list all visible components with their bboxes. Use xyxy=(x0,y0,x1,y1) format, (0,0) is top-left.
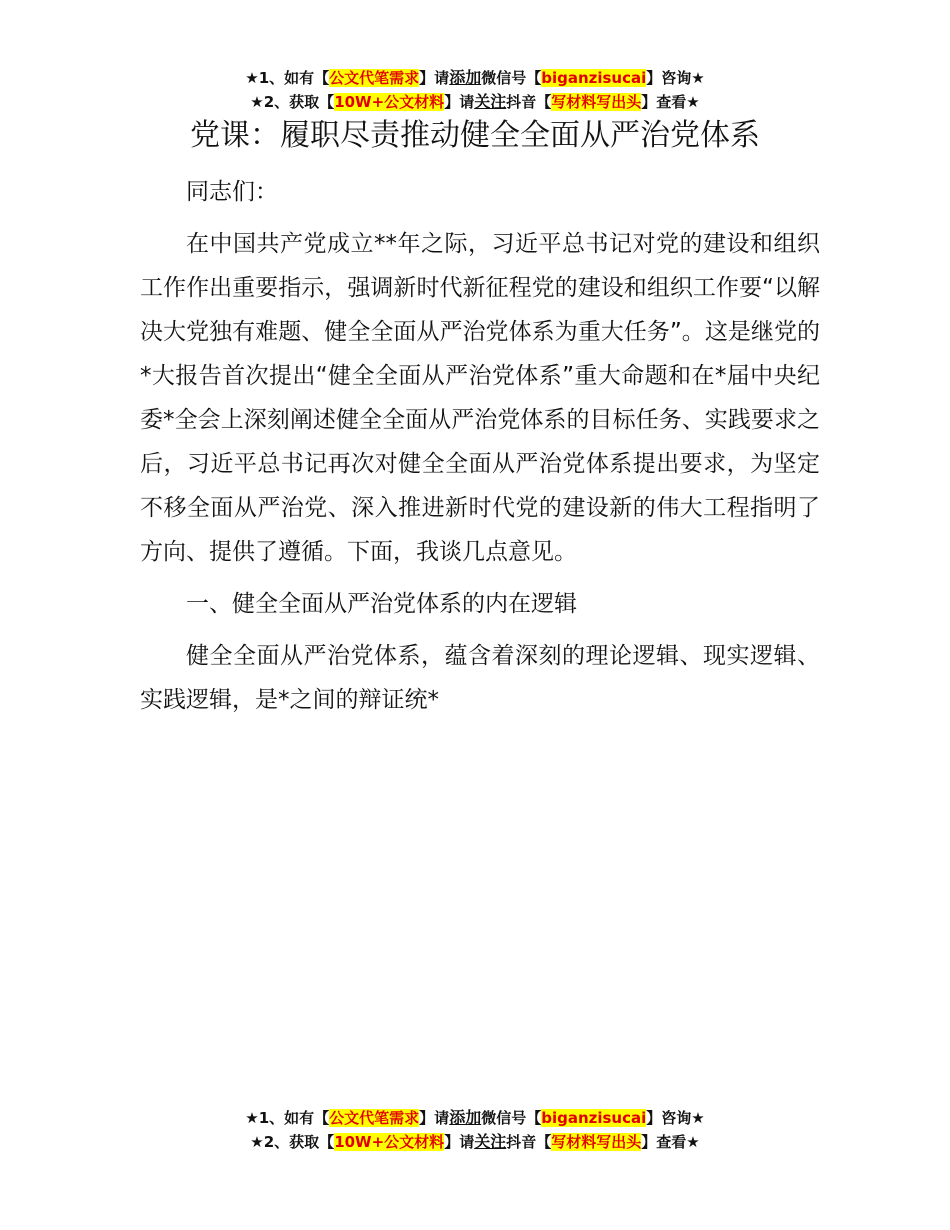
header-banner xyxy=(0,66,950,114)
banner-text: ★1、如有【 xyxy=(245,69,330,87)
banner-text: ★1、如有【 xyxy=(245,1109,330,1127)
banner-highlight: 10W+公文材料 xyxy=(334,1133,445,1151)
banner-emphasis: 添加 xyxy=(449,68,482,87)
banner-emphasis: 关注 xyxy=(474,92,507,111)
banner-line-1 xyxy=(0,1106,950,1130)
banner-emphasis: 添加 xyxy=(449,1108,482,1127)
banner-text: 】咨询★ xyxy=(646,69,705,87)
banner-text: 抖音【 xyxy=(506,1133,552,1151)
banner-text: 】请 xyxy=(419,69,450,87)
banner-text: 】请 xyxy=(444,1133,475,1151)
banner-douyin-id: 写材料写出头 xyxy=(551,1133,642,1151)
banner-text: 】请 xyxy=(419,1109,450,1127)
banner-highlight: 公文代笔需求 xyxy=(329,1109,420,1127)
banner-line-1 xyxy=(0,66,950,90)
banner-text: 微信号【 xyxy=(481,1109,542,1127)
banner-text: ★2、获取【 xyxy=(250,1133,335,1151)
banner-text: 】查看★ xyxy=(641,1133,700,1151)
document-title: 党课：履职尽责推动健全全面从严治党体系 xyxy=(190,118,760,153)
banner-highlight: 公文代笔需求 xyxy=(329,69,420,87)
banner-line-2 xyxy=(0,90,950,114)
banner-text: 微信号【 xyxy=(481,69,542,87)
banner-wechat-id: biganzisucai xyxy=(541,69,647,87)
banner-text: ★2、获取【 xyxy=(250,93,335,111)
banner-highlight: 10W+公文材料 xyxy=(334,93,445,111)
banner-text: 】请 xyxy=(444,93,475,111)
paragraph: 在中国共产党成立**年之际，习近平总书记对党的建设和组织工作作出重要指示，强调新时代新征程党的建设和组织工作要“以解决大党独有难题、健全全面从严治党体系为重大任务”。这是继党的*大报告首次提出“健全全面从严治党体系”重大命题和在*届中央纪委*全会上深刻阐述健全全面从严治党体系的目标任务、实践要求之后，习近平总书记再次对健全全面从严治党体系提出要求，为坚定不移全面从严治党、深入推进新时代党的建设新的伟大工程指明了方向、提供了遵循。下面，我谈几点意见。 xyxy=(140,231,820,565)
banner-line-2 xyxy=(0,1130,950,1154)
banner-douyin-id: 写材料写出头 xyxy=(551,93,642,111)
paragraph: 健全全面从严治党体系，蕴含着深刻的理论逻辑、现实逻辑、实践逻辑，是*之间的辩证统* xyxy=(140,643,820,713)
banner-wechat-id: biganzisucai xyxy=(541,1109,647,1127)
banner-text: 抖音【 xyxy=(506,93,552,111)
banner-text: 】查看★ xyxy=(641,93,700,111)
footer-banner xyxy=(0,1106,950,1154)
document-body xyxy=(140,170,820,730)
banner-emphasis: 关注 xyxy=(474,1132,507,1151)
salutation: 同志们： xyxy=(186,179,278,205)
section-heading: 一、健全全面从严治党体系的内在逻辑 xyxy=(186,591,577,617)
banner-text: 】咨询★ xyxy=(646,1109,705,1127)
